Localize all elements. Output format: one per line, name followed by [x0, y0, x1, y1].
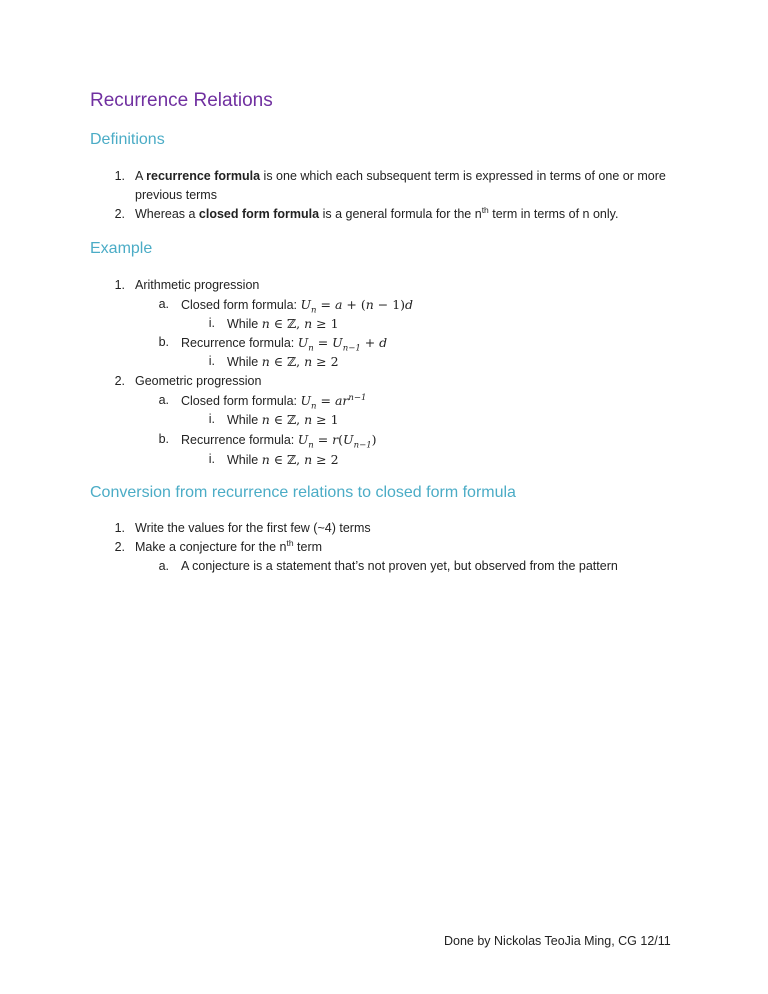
item-text: is a general formula for the n — [319, 207, 482, 221]
item-text: Recurrence formula: — [181, 336, 298, 350]
list-marker: i. — [208, 452, 215, 466]
formula-ap-recurrence: $U_n = U_{n-1} + d$ — [297, 335, 388, 354]
item-text: Make a conjecture for the n — [135, 540, 287, 554]
item-text: term in terms of n only. — [488, 207, 619, 221]
list-marker: 1. — [114, 521, 125, 535]
item-text: Write the values for the first few (~4) terms — [135, 521, 371, 535]
formula-ap-closed: $U_n = a + (n - 1)d$ — [300, 297, 414, 316]
formula-condition: n ∈ ℤ, n ≥ 1 — [261, 316, 339, 331]
list-marker: a. — [158, 393, 169, 407]
item-text: term — [293, 540, 323, 554]
item-text: Arithmetic progression — [135, 278, 260, 292]
page-title: Recurrence Relations — [90, 90, 273, 111]
list-marker: 2. — [114, 374, 125, 388]
term-recurrence-formula: recurrence formula — [146, 169, 261, 183]
item-text: A conjecture is a statement that’s not proven yet, but observed from the pattern — [181, 559, 618, 573]
list-marker: 1. — [114, 169, 125, 183]
list-marker: i. — [208, 354, 215, 368]
item-text: Geometric progression — [135, 374, 262, 388]
formula-gp-closed: $U_n = ar^{n-1}$ — [300, 392, 367, 412]
heading-conversion: Conversion from recurrence relations to closed form formula — [90, 484, 516, 501]
list-marker: 2. — [114, 540, 125, 554]
list-marker: 1. — [114, 278, 125, 292]
formula-condition: n ∈ ℤ, n ≥ 2 — [261, 354, 339, 369]
item-text: While — [227, 413, 262, 427]
list-marker: i. — [208, 316, 215, 330]
heading-example: Example — [90, 240, 153, 257]
term-closed-form-formula: closed form formula — [198, 207, 320, 221]
formula-gp-recurrence: $U_n = r(U_{n-1})$ — [297, 432, 377, 451]
list-marker: i. — [208, 412, 215, 426]
item-text: While — [227, 317, 262, 331]
item-text: Closed form formula: — [181, 394, 301, 408]
list-marker: b. — [158, 432, 169, 446]
item-text: Recurrence formula: — [181, 433, 298, 447]
footer-credit: Done by Nickolas TeoJia Ming, CG 12/11 — [444, 934, 671, 948]
superscript: th — [286, 537, 294, 548]
list-marker: b. — [158, 335, 169, 349]
item-text: previous terms — [135, 188, 217, 202]
item-text: While — [227, 453, 262, 467]
list-marker: 2. — [114, 207, 125, 221]
heading-definitions: Definitions — [90, 131, 165, 148]
item-text: Closed form formula: — [181, 298, 301, 312]
formula-condition: n ∈ ℤ, n ≥ 2 — [261, 452, 339, 467]
formula-condition: n ∈ ℤ, n ≥ 1 — [261, 412, 339, 427]
item-text: is one which each subsequent term is expressed in terms of one or more — [260, 169, 666, 183]
list-marker: a. — [158, 297, 169, 311]
item-text: Whereas a — [135, 207, 199, 221]
item-text: While — [227, 355, 262, 369]
item-text: A — [135, 169, 147, 183]
list-marker: a. — [158, 559, 169, 573]
superscript: th — [481, 204, 489, 215]
